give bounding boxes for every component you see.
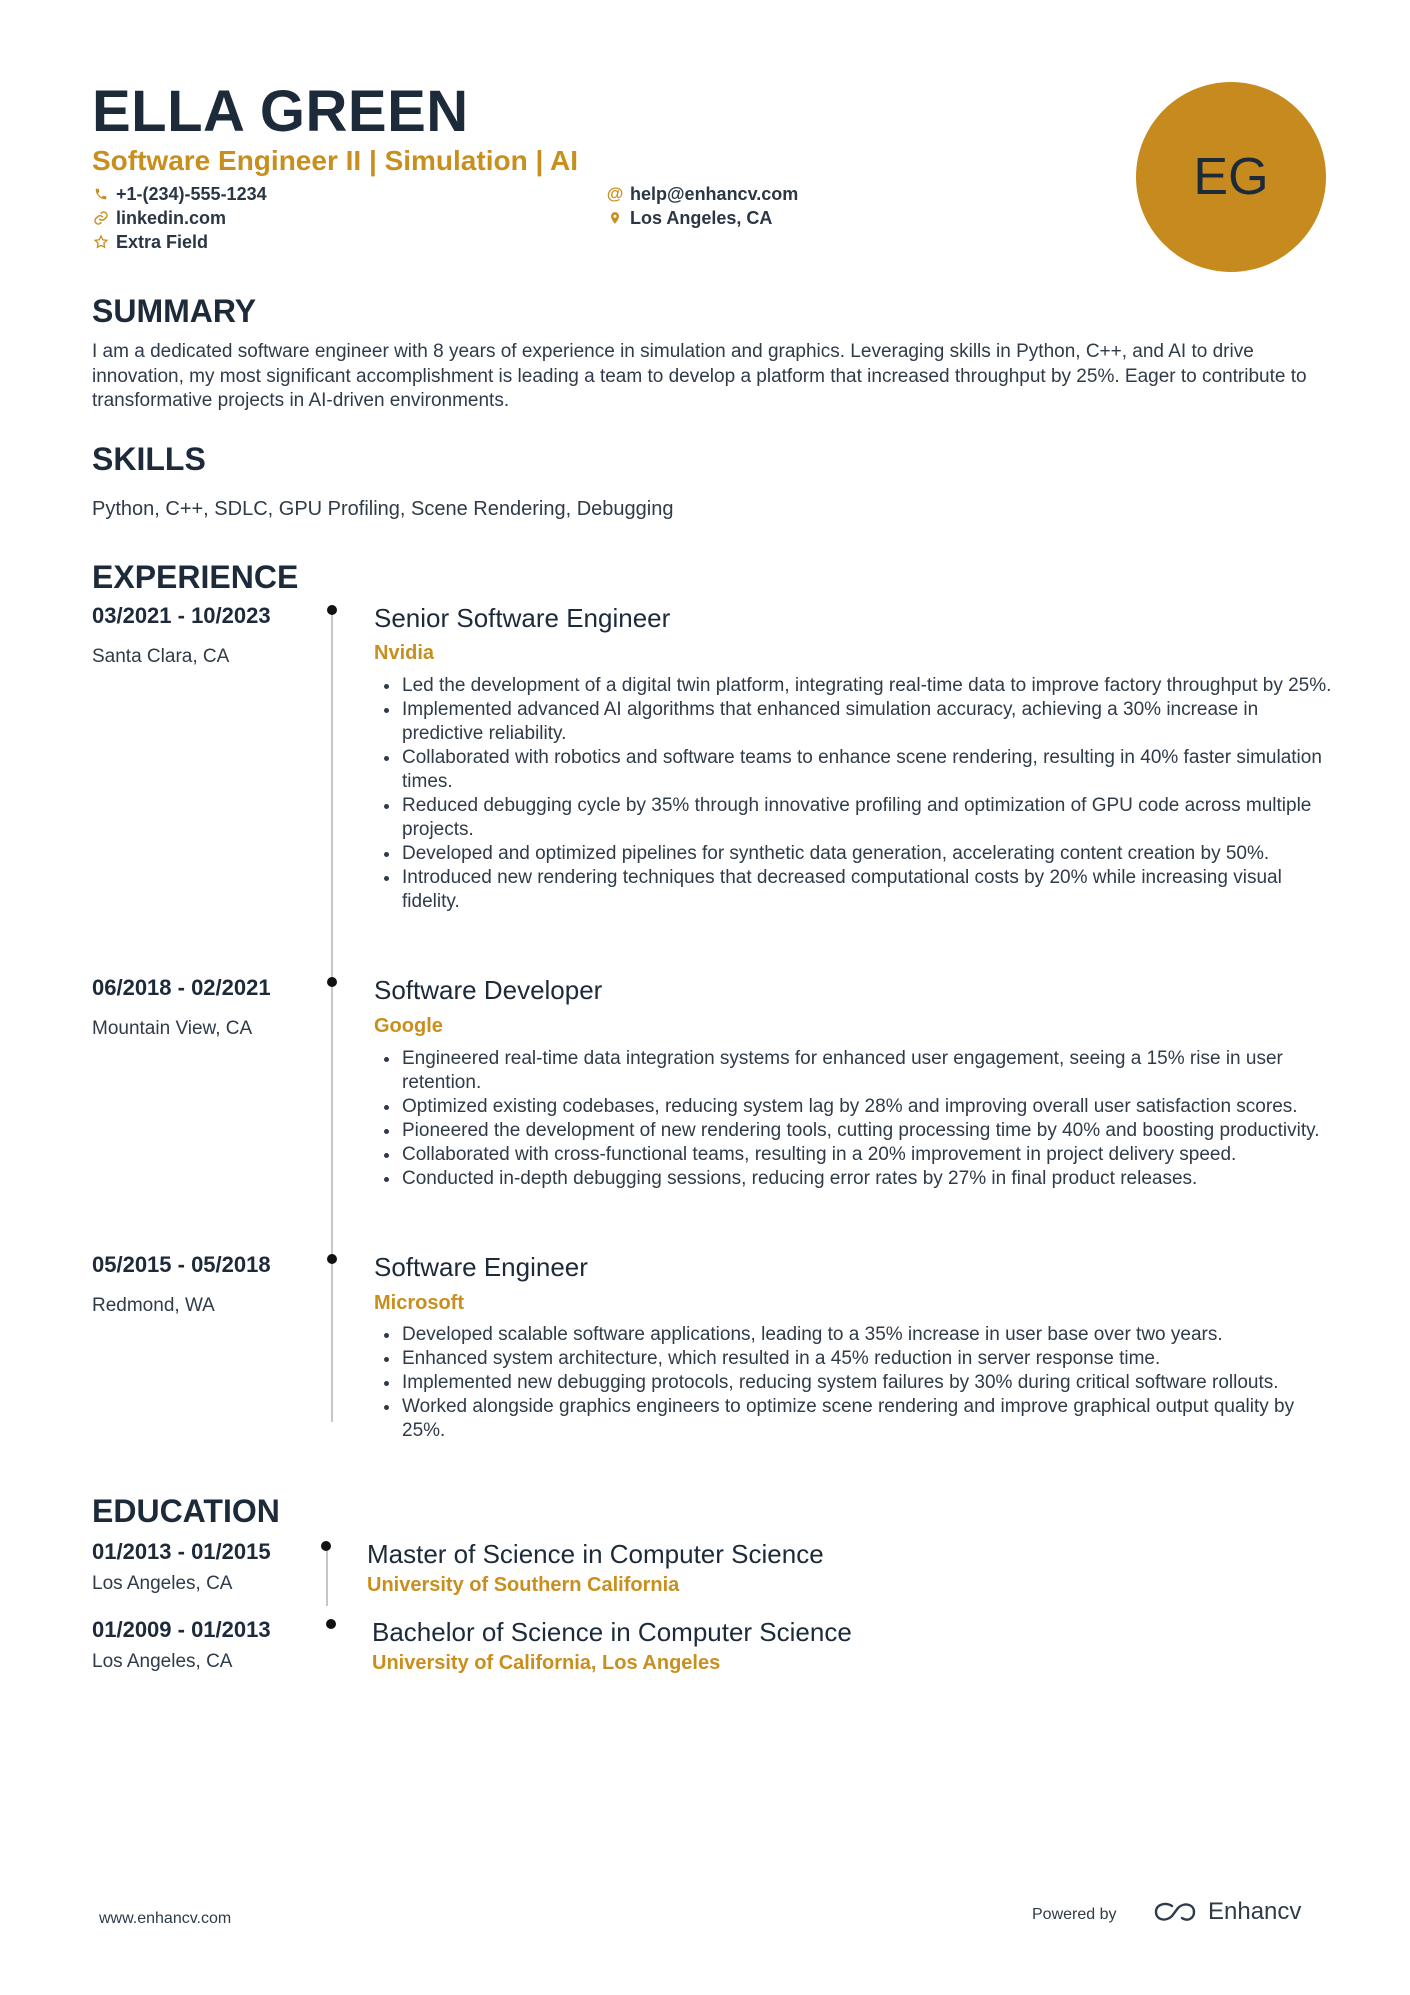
star-icon xyxy=(92,233,110,251)
experience-company: Google xyxy=(374,1015,443,1037)
experience-location: Santa Clara, CA xyxy=(92,646,230,667)
link-icon xyxy=(92,209,110,227)
list-item: Implemented advanced AI algorithms that enhanced simulation accuracy, achieving a 30% increase in predictive reliability. xyxy=(374,698,1334,746)
experience-bullets xyxy=(374,1047,1334,1191)
education-degree: Bachelor of Science in Computer Science xyxy=(372,1617,852,1647)
footer-brand-name: Enhancv xyxy=(1208,1898,1302,1925)
timeline-dot xyxy=(327,605,337,615)
list-item: Introduced new rendering techniques that decreased computational costs by 20% while increasing visual fidelity. xyxy=(374,866,1334,914)
timeline-dot xyxy=(321,1541,331,1551)
email-text: help@enhancv.com xyxy=(630,184,799,204)
experience-dates: 03/2021 - 10/2023 xyxy=(92,603,271,628)
list-item: Led the development of a digital twin platform, integrating real-time data to improve factory throughput by 25%. xyxy=(374,674,1334,698)
contact-phone[interactable] xyxy=(92,182,267,206)
timeline-dot xyxy=(327,1254,337,1264)
summary-text: I am a dedicated software engineer with 8 years of experience in simulation and graphics. Leveraging skills in Python, C++, and AI to drive innovation, my most significant accomplishment is leading a team to develop a platform that increased throughput by 25%. Eager to contribute to transformative projects in AI-driven environments. xyxy=(92,341,1307,411)
extra-field-text: Extra Field xyxy=(116,232,209,252)
location-pin-icon xyxy=(606,209,624,227)
experience-bullets xyxy=(374,1323,1334,1443)
skills-heading: SKILLS xyxy=(92,441,206,477)
footer-powered-by: Powered by xyxy=(1032,1906,1117,1923)
list-item: Enhanced system architecture, which resulted in a 45% reduction in server response time. xyxy=(374,1347,1334,1371)
contact-extra xyxy=(92,230,208,254)
timeline-dot xyxy=(327,977,337,987)
education-degree: Master of Science in Computer Science xyxy=(367,1539,824,1569)
phone-icon xyxy=(92,185,110,203)
experience-role: Senior Software Engineer xyxy=(374,603,671,633)
enhancv-logo-icon xyxy=(1152,1900,1198,1924)
contact-location xyxy=(606,206,772,230)
education-location: Los Angeles, CA xyxy=(92,1573,233,1594)
list-item: Pioneered the development of new rendering tools, cutting processing time by 40% and boosting productivity. xyxy=(374,1119,1334,1143)
experience-role: Software Engineer xyxy=(374,1252,588,1282)
experience-location: Mountain View, CA xyxy=(92,1018,253,1039)
footer-brand[interactable] xyxy=(1152,1898,1301,1926)
experience-location: Redmond, WA xyxy=(92,1295,215,1316)
list-item: Optimized existing codebases, reducing system lag by 28% and improving overall user satisfaction scores. xyxy=(374,1095,1334,1119)
list-item: Reduced debugging cycle by 35% through innovative profiling and optimization of GPU code across multiple projects. xyxy=(374,794,1334,842)
list-item: Worked alongside graphics engineers to optimize scene rendering and improve graphical output quality by 25%. xyxy=(374,1395,1334,1443)
list-item: Developed scalable software applications, leading to a 35% increase in user base over two years. xyxy=(374,1323,1334,1347)
education-dates: 01/2013 - 01/2015 xyxy=(92,1539,271,1564)
at-icon: @ xyxy=(606,184,624,203)
education-school: University of Southern California xyxy=(367,1574,680,1596)
education-dates: 01/2009 - 01/2013 xyxy=(92,1617,271,1642)
location-text: Los Angeles, CA xyxy=(630,208,773,228)
contact-linkedin[interactable] xyxy=(92,206,226,230)
list-item: Implemented new debugging protocols, reducing system failures by 30% during critical software rollouts. xyxy=(374,1371,1334,1395)
skills-text: Python, C++, SDLC, GPU Profiling, Scene Rendering, Debugging xyxy=(92,498,674,520)
summary-heading: SUMMARY xyxy=(92,293,257,329)
list-item: Engineered real-time data integration systems for enhanced user engagement, seeing a 15% rise in user retention. xyxy=(374,1047,1334,1095)
experience-bullets xyxy=(374,674,1334,914)
linkedin-text: linkedin.com xyxy=(116,208,227,228)
candidate-title: Software Engineer II | Simulation | AI xyxy=(92,145,579,176)
list-item: Collaborated with cross-functional teams, resulting in a 20% improvement in project delivery speed. xyxy=(374,1143,1334,1167)
list-item: Developed and optimized pipelines for synthetic data generation, accelerating content creation by 50%. xyxy=(374,842,1334,866)
avatar xyxy=(1136,82,1326,272)
education-timeline-line xyxy=(326,1546,328,1606)
timeline-dot xyxy=(326,1619,336,1629)
phone-text: +1-(234)-555-1234 xyxy=(116,184,267,204)
contact-list xyxy=(92,182,852,262)
experience-heading: EXPERIENCE xyxy=(92,559,299,595)
list-item: Conducted in-depth debugging sessions, reducing error rates by 27% in final product releases. xyxy=(374,1167,1334,1191)
experience-timeline-line xyxy=(331,610,333,1422)
list-item: Collaborated with robotics and software teams to enhance scene rendering, resulting in 40% faster simulation times. xyxy=(374,746,1334,794)
experience-dates: 05/2015 - 05/2018 xyxy=(92,1252,271,1277)
education-heading: EDUCATION xyxy=(92,1493,280,1529)
candidate-name: ELLA GREEN xyxy=(92,79,469,144)
education-school: University of California, Los Angeles xyxy=(372,1652,721,1674)
contact-email[interactable] xyxy=(606,182,798,206)
experience-dates: 06/2018 - 02/2021 xyxy=(92,975,271,1000)
education-location: Los Angeles, CA xyxy=(92,1651,233,1672)
experience-company: Nvidia xyxy=(374,642,435,664)
experience-role: Software Developer xyxy=(374,975,603,1005)
footer-website-link[interactable]: www.enhancv.com xyxy=(99,1910,232,1927)
experience-company: Microsoft xyxy=(374,1292,464,1314)
avatar-initials: EG xyxy=(1193,148,1269,206)
